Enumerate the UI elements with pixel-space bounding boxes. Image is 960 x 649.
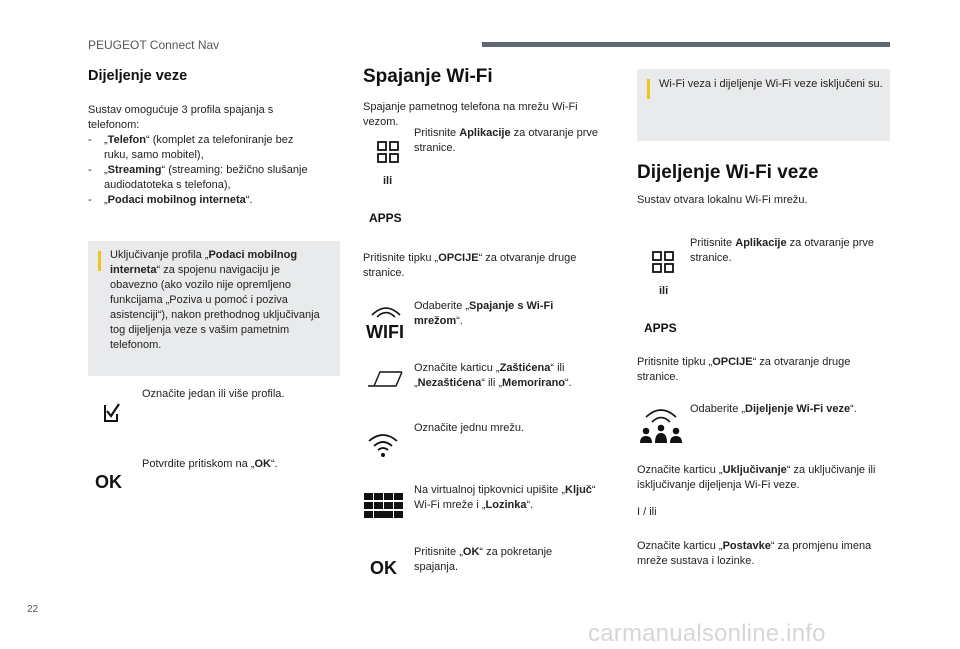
step-select-network: Označite jednu mrežu. — [414, 422, 525, 434]
section-heading-wifi-sharing: Dijeljenje Wi-Fi veze — [637, 162, 819, 183]
ok-icon: OK — [370, 558, 397, 578]
step-open-apps: Pritisnite Aplikacije za otvaranje prve stranice. — [690, 237, 875, 264]
step-open-apps: Pritisnite Aplikacije za otvaranje prve stranice. — [414, 127, 599, 154]
wifi-network-icon — [367, 432, 399, 458]
section-heading-wifi-connection: Spajanje Wi-Fi — [363, 66, 493, 87]
step-select-tab: Označite karticu „Zaštićena“ ili „Nezaštićena“ ili „Memorirano“. — [414, 362, 572, 389]
tab-icon — [366, 370, 404, 388]
section-heading-connection-sharing: Dijeljenje veze — [88, 68, 188, 84]
info-note-text: Wi-Fi veza i dijeljenje Wi-Fi veze isključeni su. — [659, 78, 883, 90]
wifi-intro: Spajanje pametnog telefona na mrežu Wi-Fi vezom. — [363, 101, 578, 128]
apps-grid-icon — [376, 140, 400, 164]
info-note-mobile-data — [88, 241, 340, 376]
step-select-profiles: Označite jedan ili više profila. — [142, 388, 285, 400]
info-note-wifi-off — [637, 69, 890, 141]
step-settings: Označite karticu „Postavke“ za promjenu imena mreže sustava i lozinke. — [637, 540, 872, 567]
profile-list — [88, 133, 320, 208]
profiles-intro — [88, 103, 320, 208]
apps-button-icon: APPS — [369, 211, 402, 225]
step-options: Pritisnite tipku „OPCIJE“ za otvaranje druge stranice. — [363, 252, 577, 279]
checkbox-check-icon — [101, 401, 121, 423]
and-or-label: I / ili — [637, 506, 657, 518]
step-confirm-ok: Potvrdite pritiskom na „OK“. — [142, 458, 278, 470]
profiles-intro-text: Sustav omogućuje 3 profila spajanja s telefonom: — [88, 104, 274, 131]
info-icon — [647, 79, 650, 99]
or-label: ili — [659, 285, 669, 297]
wifi-signal-icon — [368, 303, 404, 319]
ok-icon: OK — [95, 472, 122, 492]
step-enter-key: Na virtualnoj tipkovnici upišite „Ključ“ Wi-Fi mreže i „Lozinka“. — [414, 484, 596, 511]
step-enable-sharing: Označite karticu „Uključivanje“ za uključivanje ili isključivanje dijeljenja Wi-Fi veze. — [637, 464, 876, 491]
list-item: - „Podaci mobilnog interneta“. — [88, 193, 320, 208]
info-icon — [98, 251, 101, 271]
manual-title: PEUGEOT Connect Nav — [88, 38, 220, 52]
step-start-connection: Pritisnite „OK“ za pokretanje spajanja. — [414, 546, 553, 573]
apps-button-icon: APPS — [644, 321, 677, 335]
or-label: ili — [383, 175, 393, 187]
page-number: 22 — [27, 604, 39, 615]
step-select-wifi-sharing: Odaberite „Dijeljenje Wi-Fi veze“. — [690, 403, 857, 415]
keyboard-icon — [364, 493, 404, 519]
apps-grid-icon — [651, 250, 675, 274]
info-note-text: Uključivanje profila „Podaci mobilnog interneta“ za spojenu navigaciju je obavezno (ako vozilo nije opremljeno funkcijama „Poziva u pomoć i poziva asistenciji“), nakon prethodnog uključivanja tog dijeljenja veze s vašim pametnim telefonom. — [110, 249, 320, 351]
header-bar — [482, 42, 890, 47]
watermark: carmanualsonline.info — [588, 620, 826, 647]
wifi-sharing-intro: Sustav otvara lokalnu Wi-Fi mrežu. — [637, 194, 808, 206]
wifi-label-icon: WIFI — [366, 322, 404, 342]
wifi-sharing-icon — [640, 405, 682, 445]
step-select-wifi-connection: Odaberite „Spajanje s Wi-Fi mrežom“. — [414, 300, 554, 327]
list-item: - „Telefon“ (komplet za telefoniranje bez ruku, samo mobitel), — [88, 133, 320, 163]
step-options: Pritisnite tipku „OPCIJE“ za otvaranje druge stranice. — [637, 356, 851, 383]
list-item: - „Streaming“ (streaming: bežično slušanje audiodatoteka s telefona), — [88, 163, 320, 193]
